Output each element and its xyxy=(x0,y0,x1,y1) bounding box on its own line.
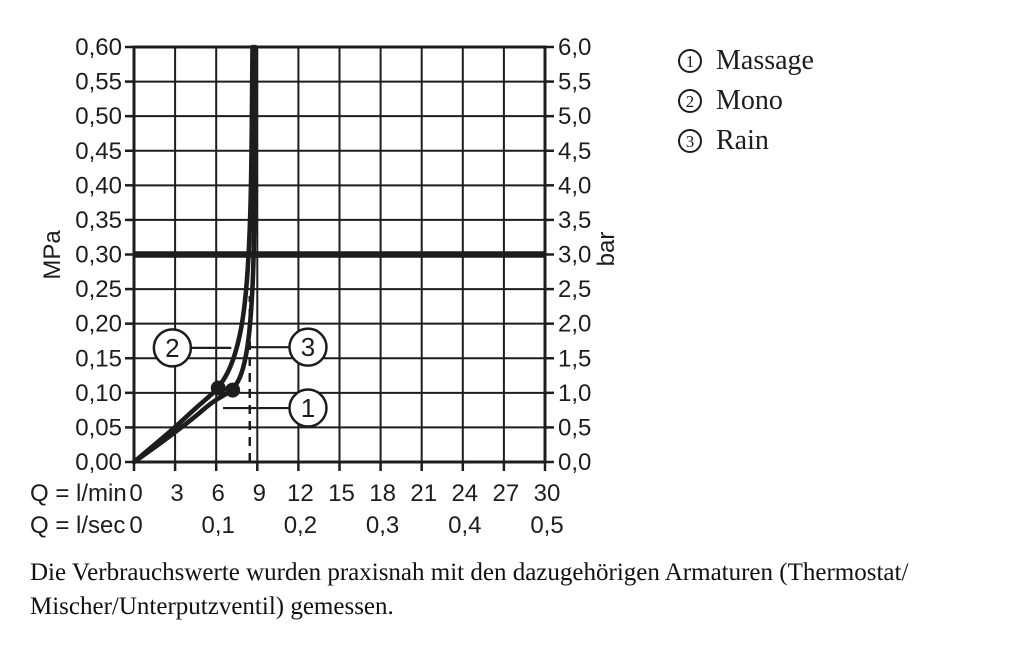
y-left-tick-label: 0,15 xyxy=(75,345,122,373)
x-lmin-tick-label: 15 xyxy=(328,480,355,507)
y-right-tick-label: 1,5 xyxy=(558,345,592,373)
x-lmin-tick-label: 18 xyxy=(369,480,396,507)
y-left-tick-label: 0,25 xyxy=(75,276,122,304)
y-right-unit-label: bar xyxy=(593,231,620,267)
y-right-tick-label: 5,5 xyxy=(558,68,592,96)
y-left-tick-label: 0,50 xyxy=(75,103,122,131)
caption-line: Mischer/Unterputzventil) gemessen. xyxy=(30,593,394,620)
y-left-tick-label: 0,00 xyxy=(75,449,122,476)
caption-line: Die Verbrauchswerte wurden praxisnah mit den dazugehörigen Armaturen (Thermostat/ xyxy=(30,559,909,586)
legend-label: Mono xyxy=(716,85,783,116)
x-unit-label-lmin: Q = l/min xyxy=(30,480,127,507)
y-right-tick-label: 4,5 xyxy=(558,137,592,165)
legend-item-mono xyxy=(678,81,814,121)
legend-item-massage xyxy=(678,41,814,81)
x-lmin-tick-label: 21 xyxy=(410,480,438,507)
x-lsec-tick-label: 0,1 xyxy=(201,512,235,539)
chart-legend xyxy=(678,41,814,161)
caption-text xyxy=(30,556,980,624)
curve-dot-marker xyxy=(225,383,240,398)
x-lmin-tick-label: 0 xyxy=(129,480,143,507)
y-right-tick-label: 6,0 xyxy=(558,34,592,61)
x-lmin-tick-label: 12 xyxy=(287,480,314,507)
y-left-tick-label: 0,20 xyxy=(75,310,122,338)
callout-number-2: 2 xyxy=(165,332,180,363)
y-left-tick-label: 0,55 xyxy=(75,68,122,96)
y-right-tick-label: 1,0 xyxy=(558,379,592,407)
grid-layer xyxy=(125,47,554,471)
x-lmin-tick-label: 30 xyxy=(533,480,561,507)
x-lmin-tick-label: 6 xyxy=(211,480,225,507)
legend-label: Rain xyxy=(716,125,769,156)
x-lsec-tick-label: 0,2 xyxy=(283,512,318,539)
x-lsec-tick-label: 0,5 xyxy=(530,512,564,539)
y-left-tick-label: 0,40 xyxy=(75,172,122,200)
legend-number-icon: 3 xyxy=(678,129,702,153)
y-right-tick-label: 2,5 xyxy=(558,276,592,304)
x-lmin-tick-label: 24 xyxy=(451,480,479,507)
legend-number-icon: 2 xyxy=(678,89,702,113)
callout-number-1: 1 xyxy=(300,393,316,424)
legend-number-icon: 1 xyxy=(678,49,702,73)
x-lsec-tick-label: 0,4 xyxy=(448,512,482,539)
x-lsec-tick-label: 0,3 xyxy=(365,512,400,539)
y-right-tick-label: 5,0 xyxy=(558,103,592,131)
curve-dot-marker xyxy=(211,380,226,395)
x-lmin-tick-label: 27 xyxy=(492,480,520,507)
y-left-tick-label: 0,60 xyxy=(75,34,122,61)
y-left-tick-label: 0,45 xyxy=(75,137,122,165)
y-right-tick-label: 0,0 xyxy=(558,449,592,476)
callout-number-3: 3 xyxy=(300,332,316,363)
x-lsec-tick-label: 0 xyxy=(129,512,143,539)
y-left-tick-label: 0,10 xyxy=(75,379,122,407)
y-right-tick-label: 2,0 xyxy=(558,310,592,338)
legend-label: Massage xyxy=(716,45,814,76)
y-left-tick-label: 0,35 xyxy=(75,206,122,234)
y-left-unit-label: MPa xyxy=(39,230,66,280)
y-right-tick-label: 3,5 xyxy=(558,206,592,234)
legend-item-rain xyxy=(678,121,814,161)
x-lmin-tick-label: 9 xyxy=(252,480,266,507)
y-left-tick-label: 0,30 xyxy=(75,241,122,269)
y-right-tick-label: 3,0 xyxy=(558,241,592,269)
y-left-tick-label: 0,05 xyxy=(75,414,122,442)
x-unit-label-lsec: Q = l/sec xyxy=(30,512,126,539)
x-lmin-tick-label: 3 xyxy=(170,480,184,507)
y-right-tick-label: 0,5 xyxy=(558,414,592,442)
y-right-tick-label: 4,0 xyxy=(558,172,592,200)
